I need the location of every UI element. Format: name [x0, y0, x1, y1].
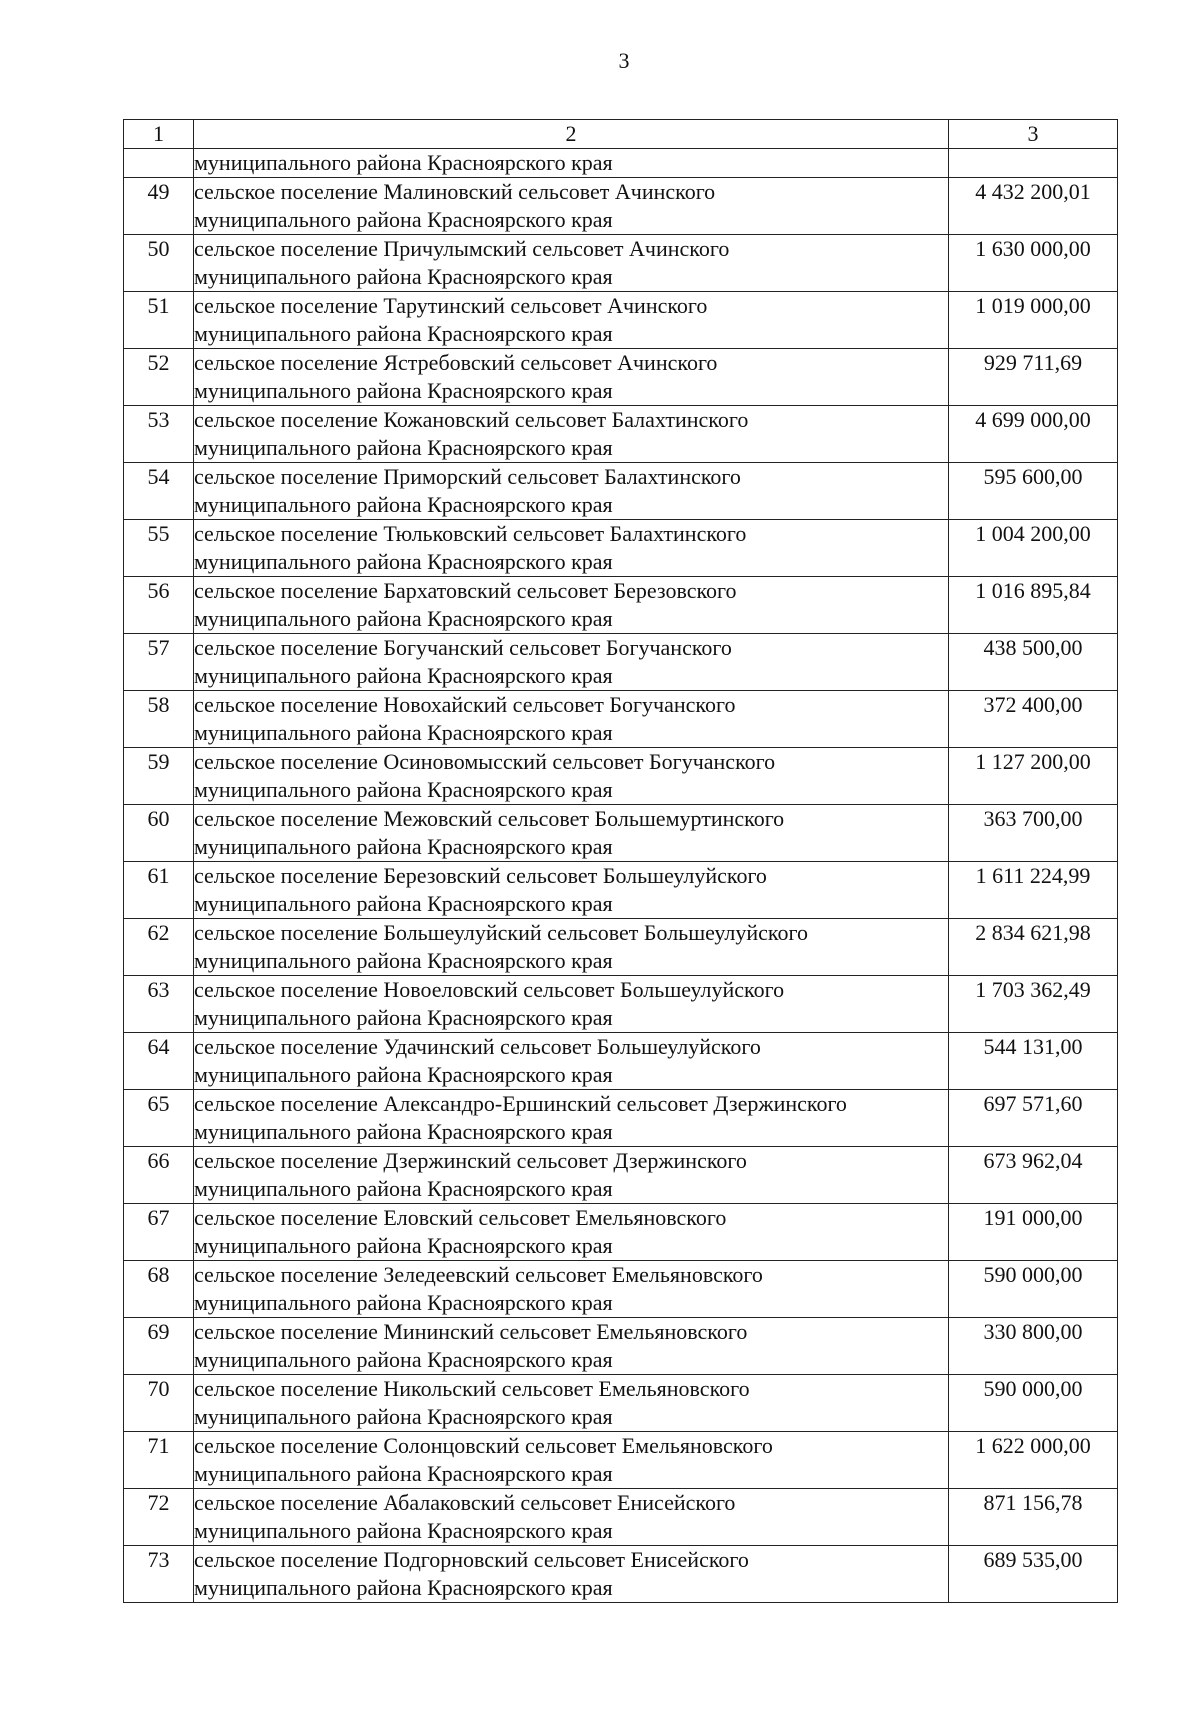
amount: 1 703 362,49 — [949, 976, 1118, 1033]
settlement-name-line-1: сельское поселение Осиновомысский сельсовет Богучанского — [194, 749, 776, 774]
amount: 1 019 000,00 — [949, 292, 1118, 349]
table-row — [124, 1375, 1118, 1432]
table-row — [124, 1546, 1118, 1603]
table-row — [124, 748, 1118, 805]
settlement-name-line-2: муниципального района Красноярского края — [194, 948, 613, 973]
settlement-name-line-1: сельское поселение Абалаковский сельсовет Енисейского — [194, 1490, 736, 1515]
amount: 330 800,00 — [949, 1318, 1118, 1375]
table-row — [124, 292, 1118, 349]
settlement-name — [194, 919, 949, 976]
settlement-name-line-1: сельское поселение Большеулуйский сельсовет Большеулуйского — [194, 920, 808, 945]
settlement-name-line-2: муниципального района Красноярского края — [194, 720, 613, 745]
settlement-name-line-1: сельское поселение Новоеловский сельсовет Большеулуйского — [194, 977, 785, 1002]
settlement-name — [194, 292, 949, 349]
settlement-name-line-2: муниципального района Красноярского края — [194, 549, 613, 574]
row-number: 69 — [124, 1318, 194, 1375]
row-number: 53 — [124, 406, 194, 463]
row-number: 51 — [124, 292, 194, 349]
settlement-name-line-2: муниципального района Красноярского края — [194, 492, 613, 517]
table-row — [124, 1090, 1118, 1147]
settlement-name-line-2: муниципального района Красноярского края — [194, 891, 613, 916]
amount: 590 000,00 — [949, 1261, 1118, 1318]
amount — [949, 149, 1118, 178]
table-row — [124, 805, 1118, 862]
settlement-name — [194, 691, 949, 748]
settlement-name-line-2: муниципального района Красноярского края — [194, 1176, 613, 1201]
table-row — [124, 1489, 1118, 1546]
amount: 4 432 200,01 — [949, 178, 1118, 235]
amount: 590 000,00 — [949, 1375, 1118, 1432]
settlement-name — [194, 235, 949, 292]
amount: 1 622 000,00 — [949, 1432, 1118, 1489]
settlement-name-line-1: сельское поселение Солонцовский сельсовет Емельяновского — [194, 1433, 773, 1458]
amount: 1 630 000,00 — [949, 235, 1118, 292]
row-number: 72 — [124, 1489, 194, 1546]
row-number: 62 — [124, 919, 194, 976]
settlement-name-line-1: сельское поселение Богучанский сельсовет Богучанского — [194, 635, 732, 660]
settlement-name — [194, 1546, 949, 1603]
row-number: 49 — [124, 178, 194, 235]
settlement-name-line-1: сельское поселение Никольский сельсовет Емельяновского — [194, 1376, 750, 1401]
settlement-name — [194, 976, 949, 1033]
row-number: 73 — [124, 1546, 194, 1603]
row-number: 70 — [124, 1375, 194, 1432]
row-number: 67 — [124, 1204, 194, 1261]
settlement-name-line-1: сельское поселение Подгорновский сельсовет Енисейского — [194, 1547, 749, 1572]
amount: 4 699 000,00 — [949, 406, 1118, 463]
settlement-name-line-1: сельское поселение Александро-Ершинский сельсовет Дзержинского — [194, 1091, 847, 1116]
settlement-name — [194, 577, 949, 634]
amount: 2 834 621,98 — [949, 919, 1118, 976]
table-row — [124, 577, 1118, 634]
settlement-name-line-1: сельское поселение Бархатовский сельсовет Березовского — [194, 578, 737, 603]
table-row — [124, 1147, 1118, 1204]
amount: 544 131,00 — [949, 1033, 1118, 1090]
amount: 871 156,78 — [949, 1489, 1118, 1546]
settlement-name-line-2: муниципального района Красноярского края — [194, 1062, 613, 1087]
amount: 673 962,04 — [949, 1147, 1118, 1204]
settlement-name-line-1: сельское поселение Новохайский сельсовет Богучанского — [194, 692, 736, 717]
settlement-name-line-1: сельское поселение Ястребовский сельсовет Ачинского — [194, 350, 718, 375]
row-number: 60 — [124, 805, 194, 862]
settlement-name-line-1: сельское поселение Дзержинский сельсовет Дзержинского — [194, 1148, 747, 1173]
row-number: 55 — [124, 520, 194, 577]
column-header-amount: 3 — [949, 120, 1118, 149]
settlement-name-line-1: сельское поселение Березовский сельсовет Большеулуйского — [194, 863, 767, 888]
table-row — [124, 178, 1118, 235]
amount: 1 016 895,84 — [949, 577, 1118, 634]
row-number: 63 — [124, 976, 194, 1033]
table-row — [124, 406, 1118, 463]
amount: 363 700,00 — [949, 805, 1118, 862]
settlement-name-line-2: муниципального района Красноярского края — [194, 435, 613, 460]
settlement-name-line-2: муниципального района Красноярского края — [194, 1347, 613, 1372]
table-row — [124, 349, 1118, 406]
amount: 929 711,69 — [949, 349, 1118, 406]
table-row — [124, 463, 1118, 520]
settlement-name-line-2: муниципального района Красноярского края — [194, 606, 613, 631]
amount: 697 571,60 — [949, 1090, 1118, 1147]
settlement-name-line-2: муниципального района Красноярского края — [194, 1461, 613, 1486]
amount: 1 611 224,99 — [949, 862, 1118, 919]
table-row — [124, 1033, 1118, 1090]
settlement-name-line-2: муниципального района Красноярского края — [194, 207, 613, 232]
settlement-name — [194, 1033, 949, 1090]
settlement-name — [194, 1147, 949, 1204]
table-header-row — [124, 120, 1118, 149]
amount: 1 004 200,00 — [949, 520, 1118, 577]
settlement-name — [194, 349, 949, 406]
table-body — [124, 149, 1118, 1603]
settlement-name — [194, 520, 949, 577]
allocation-table — [123, 119, 1118, 1603]
row-number: 66 — [124, 1147, 194, 1204]
settlement-name-line-2: муниципального района Красноярского края — [194, 321, 613, 346]
row-number: 65 — [124, 1090, 194, 1147]
row-number: 56 — [124, 577, 194, 634]
settlement-name-line-2: муниципального района Красноярского края — [194, 1404, 613, 1429]
settlement-name-line-1: сельское поселение Причулымский сельсовет Ачинского — [194, 236, 730, 261]
row-number: 59 — [124, 748, 194, 805]
settlement-name-line-2: муниципального района Красноярского края — [194, 378, 613, 403]
amount: 191 000,00 — [949, 1204, 1118, 1261]
settlement-name-line-1: сельское поселение Кожановский сельсовет Балахтинского — [194, 407, 749, 432]
row-number: 52 — [124, 349, 194, 406]
table-row — [124, 862, 1118, 919]
amount: 1 127 200,00 — [949, 748, 1118, 805]
amount: 372 400,00 — [949, 691, 1118, 748]
settlement-name — [194, 1261, 949, 1318]
row-number: 64 — [124, 1033, 194, 1090]
table-row — [124, 1318, 1118, 1375]
row-number: 71 — [124, 1432, 194, 1489]
row-number — [124, 149, 194, 178]
settlement-name — [194, 1318, 949, 1375]
settlement-name-line-1: сельское поселение Тюльковский сельсовет Балахтинского — [194, 521, 747, 546]
settlement-name-line-2: муниципального района Красноярского края — [194, 264, 613, 289]
settlement-name-line-1: сельское поселение Межовский сельсовет Большемуртинского — [194, 806, 785, 831]
amount: 689 535,00 — [949, 1546, 1118, 1603]
table-row — [124, 691, 1118, 748]
settlement-name-line-1: сельское поселение Тарутинский сельсовет Ачинского — [194, 293, 708, 318]
settlement-name: муниципального района Красноярского края — [194, 149, 949, 178]
settlement-name-line-1: сельское поселение Удачинский сельсовет Большеулуйского — [194, 1034, 761, 1059]
settlement-name — [194, 1090, 949, 1147]
settlement-name-line-2: муниципального района Красноярского края — [194, 834, 613, 859]
table-row — [124, 1204, 1118, 1261]
table-row — [124, 634, 1118, 691]
settlement-name — [194, 1432, 949, 1489]
column-header-number: 1 — [124, 120, 194, 149]
table-row — [124, 235, 1118, 292]
amount: 438 500,00 — [949, 634, 1118, 691]
table-row-continuation — [124, 149, 1118, 178]
row-number: 61 — [124, 862, 194, 919]
settlement-name — [194, 1489, 949, 1546]
settlement-name — [194, 178, 949, 235]
settlement-name-line-1: сельское поселение Мининский сельсовет Емельяновского — [194, 1319, 748, 1344]
settlement-name-line-2: муниципального района Красноярского края — [194, 1518, 613, 1543]
settlement-name-line-2: муниципального района Красноярского края — [194, 777, 613, 802]
settlement-name-line-2: муниципального района Красноярского края — [194, 663, 613, 688]
row-number: 50 — [124, 235, 194, 292]
settlement-name-line-2: муниципального района Красноярского края — [194, 1233, 613, 1258]
row-number: 57 — [124, 634, 194, 691]
settlement-name-line-1: сельское поселение Малиновский сельсовет Ачинского — [194, 179, 716, 204]
amount: 595 600,00 — [949, 463, 1118, 520]
settlement-name-line-1: сельское поселение Зеледеевский сельсовет Емельяновского — [194, 1262, 763, 1287]
table-row — [124, 1261, 1118, 1318]
settlement-name-line-2: муниципального района Красноярского края — [194, 1290, 613, 1315]
table-row — [124, 520, 1118, 577]
table-row — [124, 919, 1118, 976]
settlement-name-line-2: муниципального района Красноярского края — [194, 1005, 613, 1030]
settlement-name-line-1: сельское поселение Приморский сельсовет Балахтинского — [194, 464, 741, 489]
table-row — [124, 976, 1118, 1033]
settlement-name — [194, 1375, 949, 1432]
settlement-name — [194, 805, 949, 862]
page-number: 3 — [618, 48, 630, 73]
row-number: 58 — [124, 691, 194, 748]
column-header-name: 2 — [194, 120, 949, 149]
settlement-name — [194, 862, 949, 919]
settlement-name — [194, 463, 949, 520]
settlement-name-line-2: муниципального района Красноярского края — [194, 1575, 613, 1600]
settlement-name-line-1: сельское поселение Еловский сельсовет Емельяновского — [194, 1205, 727, 1230]
settlement-name-line-2: муниципального района Красноярского края — [194, 1119, 613, 1144]
settlement-name — [194, 1204, 949, 1261]
row-number: 54 — [124, 463, 194, 520]
settlement-name — [194, 748, 949, 805]
table-row — [124, 1432, 1118, 1489]
settlement-name — [194, 634, 949, 691]
settlement-name — [194, 406, 949, 463]
row-number: 68 — [124, 1261, 194, 1318]
